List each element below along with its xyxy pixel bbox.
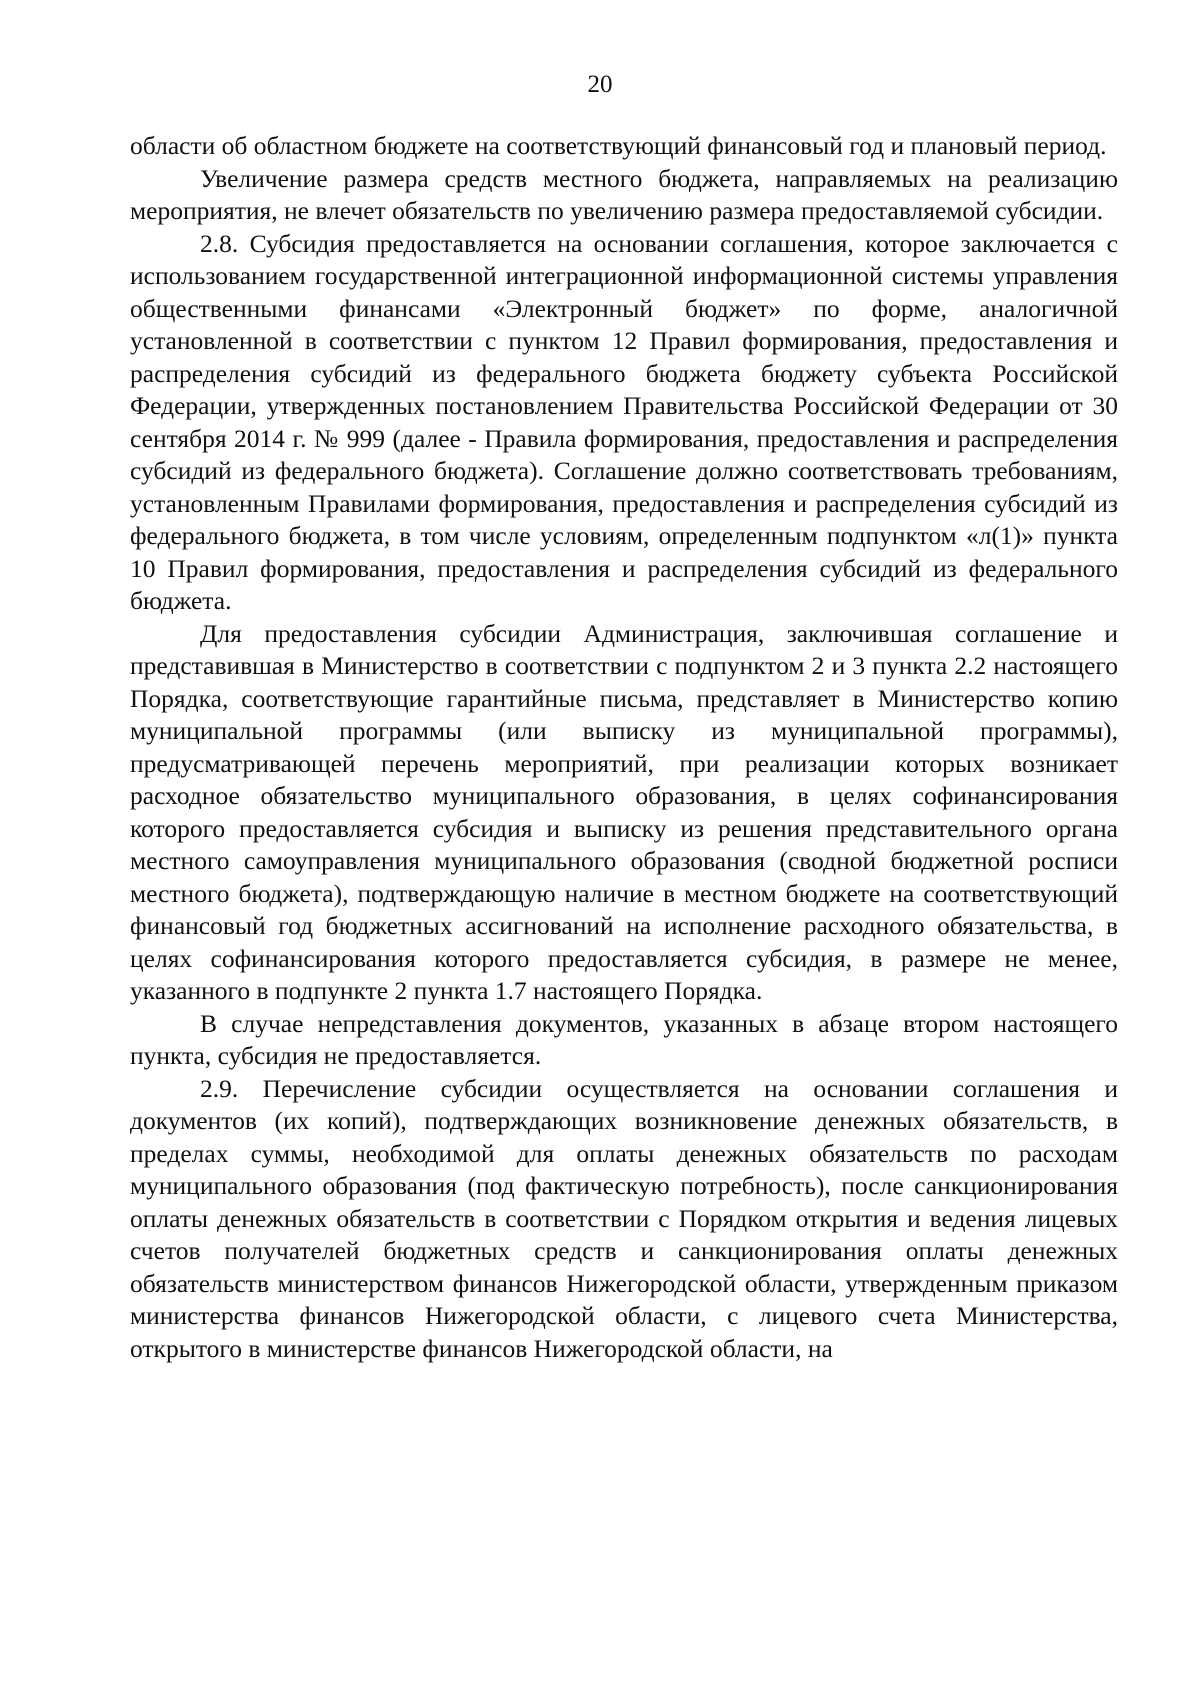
document-body bbox=[130, 130, 1118, 1365]
paragraph: 2.8. Субсидия предоставляется на основании соглашения, которое заключается с использованием государственной интеграционной информационной системы управления общественными финансами «Электронный бюджет» по форме, аналогичной установленной в соответствии с пунктом 12 Правил формирования, предоставления и распределения субсидий из федерального бюджета бюджету субъекта Российской Федерации, утвержденных постановлением Правительства Российской Федерации от 30 сентября 2014 г. № 999 (далее - Правила формирования, предоставления и распределения субсидий из федерального бюджета). Соглашение должно соответствовать требованиям, установленным Правилами формирования, предоставления и распределения субсидий из федерального бюджета, в том числе условиям, определенным подпунктом «л(1)» пункта 10 Правил формирования, предоставления и распределения субсидий из федерального бюджета. bbox=[130, 228, 1118, 615]
paragraph: В случае непредставления документов, указанных в абзаце втором настоящего пункта, субсидия не предоставляется. bbox=[130, 1008, 1118, 1070]
paragraph: 2.9. Перечисление субсидии осуществляется на основании соглашения и документов (их копий), подтверждающих возникновение денежных обязательств, в пределах суммы, необходимой для оплаты денежных обязательств по расходам муниципального образования (под фактическую потребность), после санкционирования оплаты денежных обязательств в соответствии с Порядком открытия и ведения лицевых счетов получателей бюджетных средств и санкционирования оплаты денежных обязательств министерством финансов Нижегородской области, утвержденным приказом министерства финансов Нижегородской области, с лицевого счета Министерства, открытого в министерстве финансов Нижегородской области, на bbox=[130, 1073, 1118, 1363]
page-number: 20 bbox=[587, 71, 613, 98]
paragraph: области об областном бюджете на соответствующий финансовый год и плановый период. bbox=[130, 131, 1107, 160]
paragraph: Для предоставления субсидии Администрация, заключившая соглашение и представившая в Министерство в соответствии с подпунктом 2 и 3 пункта 2.2 настоящего Порядка, соответствующие гарантийные письма, представляет в Министерство копию муниципальной программы (или выписку из муниципальной программы), предусматривающей перечень мероприятий, при реализации которых возникает расходное обязательство муниципального образования, в целях софинансирования которого предоставляется субсидия и выписку из решения представительного органа местного самоуправления муниципального образования (сводной бюджетной росписи местного бюджета), подтверждающую наличие в местном бюджете на соответствующий финансовый год бюджетных ассигнований на исполнение расходного обязательства, в целях софинансирования которого предоставляется субсидия, в размере не менее, указанного в подпункте 2 пункта 1.7 настоящего Порядка. bbox=[130, 618, 1118, 1005]
paragraph: Увеличение размера средств местного бюджета, направляемых на реализацию мероприятия, не влечет обязательств по увеличению размера предоставляемой субсидии. bbox=[130, 163, 1118, 225]
